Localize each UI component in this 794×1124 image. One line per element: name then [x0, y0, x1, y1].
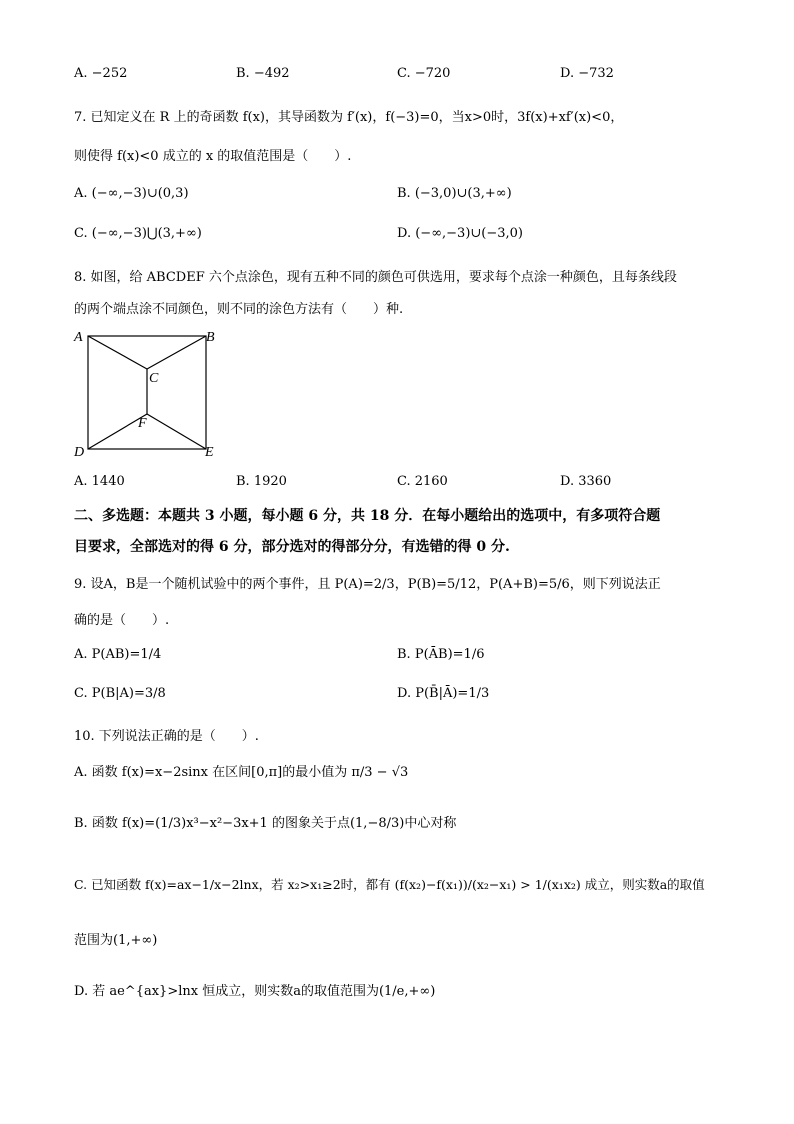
q9-option-b: B. P(ĀB)=1/6	[397, 647, 485, 662]
q6-option-a: A. −252	[74, 66, 128, 81]
label-c: C	[149, 371, 159, 386]
q9-option-d: D. P(B̄|Ā)=1/3	[397, 686, 490, 701]
q9-option-a: A. P(AB)=1/4	[74, 647, 162, 662]
q8-option-d: D. 3360	[560, 474, 612, 489]
q8-figure	[68, 325, 228, 465]
edge-e-f	[147, 414, 206, 449]
section2-heading-line2: 目要求，全部选对的得 6 分，部分选对的得部分分，有选错的得 0 分.	[74, 539, 510, 555]
q10-option-a: A. 函数 f(x)=x−2sinx 在区间[0,π]的最小值为 π/3 − √3	[74, 765, 409, 780]
edge-b-c	[147, 336, 206, 369]
label-a: A	[74, 330, 83, 345]
q8-option-a: A. 1440	[74, 474, 125, 489]
q7-option-c: C. (−∞,−3)⋃(3,+∞)	[74, 226, 202, 241]
section2-heading: 二、多选题：本题共 3 小题，每小题 6 分，共 18 分．在每小题给出的选项中，有多项符合题	[74, 508, 661, 524]
q10-option-b: B. 函数 f(x)=(1/3)x³−x²−3x+1 的图象关于点(1,−8/3)中心对称	[74, 816, 457, 831]
q10-stem: 10. 下列说法正确的是（ ）.	[74, 729, 259, 744]
q8-option-c: C. 2160	[397, 474, 448, 489]
q10-option-c: C. 已知函数 f(x)=ax−1/x−2lnx，若 x₂>x₁≥2时，都有 (f(x₂)−f(x₁))/(x₂−x₁) > 1/(x₁x₂) 成立，则实数a的取值	[74, 877, 705, 892]
q8-stem: 8. 如图，给 ABCDEF 六个点涂色，现有五种不同的颜色可供选用，要求每个点涂一种颜色，且每条线段	[74, 270, 677, 285]
q7-option-b: B. (−3,0)∪(3,+∞)	[397, 186, 512, 201]
q10-option-d: D. 若 ae^{ax}>lnx 恒成立，则实数a的取值范围为(1/e,+∞)	[74, 984, 436, 999]
q9-option-c: C. P(B|A)=3/8	[74, 686, 166, 701]
q6-option-c: C. −720	[397, 66, 451, 81]
q10-option-c-line2: 范围为(1,+∞)	[74, 933, 158, 948]
q7-stem-line2: 则使得 f(x)<0 成立的 x 的取值范围是（ ）.	[74, 149, 352, 164]
edge-a-c	[88, 336, 147, 369]
q8-stem-line2: 的两个端点涂不同颜色，则不同的涂色方法有（ ）种.	[74, 302, 404, 317]
q7-option-d: D. (−∞,−3)∪(−3,0)	[397, 226, 523, 241]
q6-option-d: D. −732	[560, 66, 614, 81]
q9-stem-line2: 确的是（ ）.	[74, 613, 170, 628]
q9-stem: 9. 设A，B是一个随机试验中的两个事件，且 P(A)=2/3，P(B)=5/12，P(A+B)=5/6，则下列说法正	[74, 577, 661, 592]
label-b: B	[206, 330, 215, 345]
q7-stem: 7. 已知定义在 R 上的奇函数 f(x)，其导函数为 f′(x)，f(−3)=0，当x>0时，3f(x)+xf′(x)<0，	[74, 110, 624, 125]
label-e: E	[205, 445, 214, 460]
q7-option-a: A. (−∞,−3)∪(0,3)	[74, 186, 189, 201]
q8-option-b: B. 1920	[236, 474, 287, 489]
q6-option-b: B. −492	[236, 66, 290, 81]
label-d: D	[74, 445, 85, 460]
label-f: F	[138, 416, 147, 431]
